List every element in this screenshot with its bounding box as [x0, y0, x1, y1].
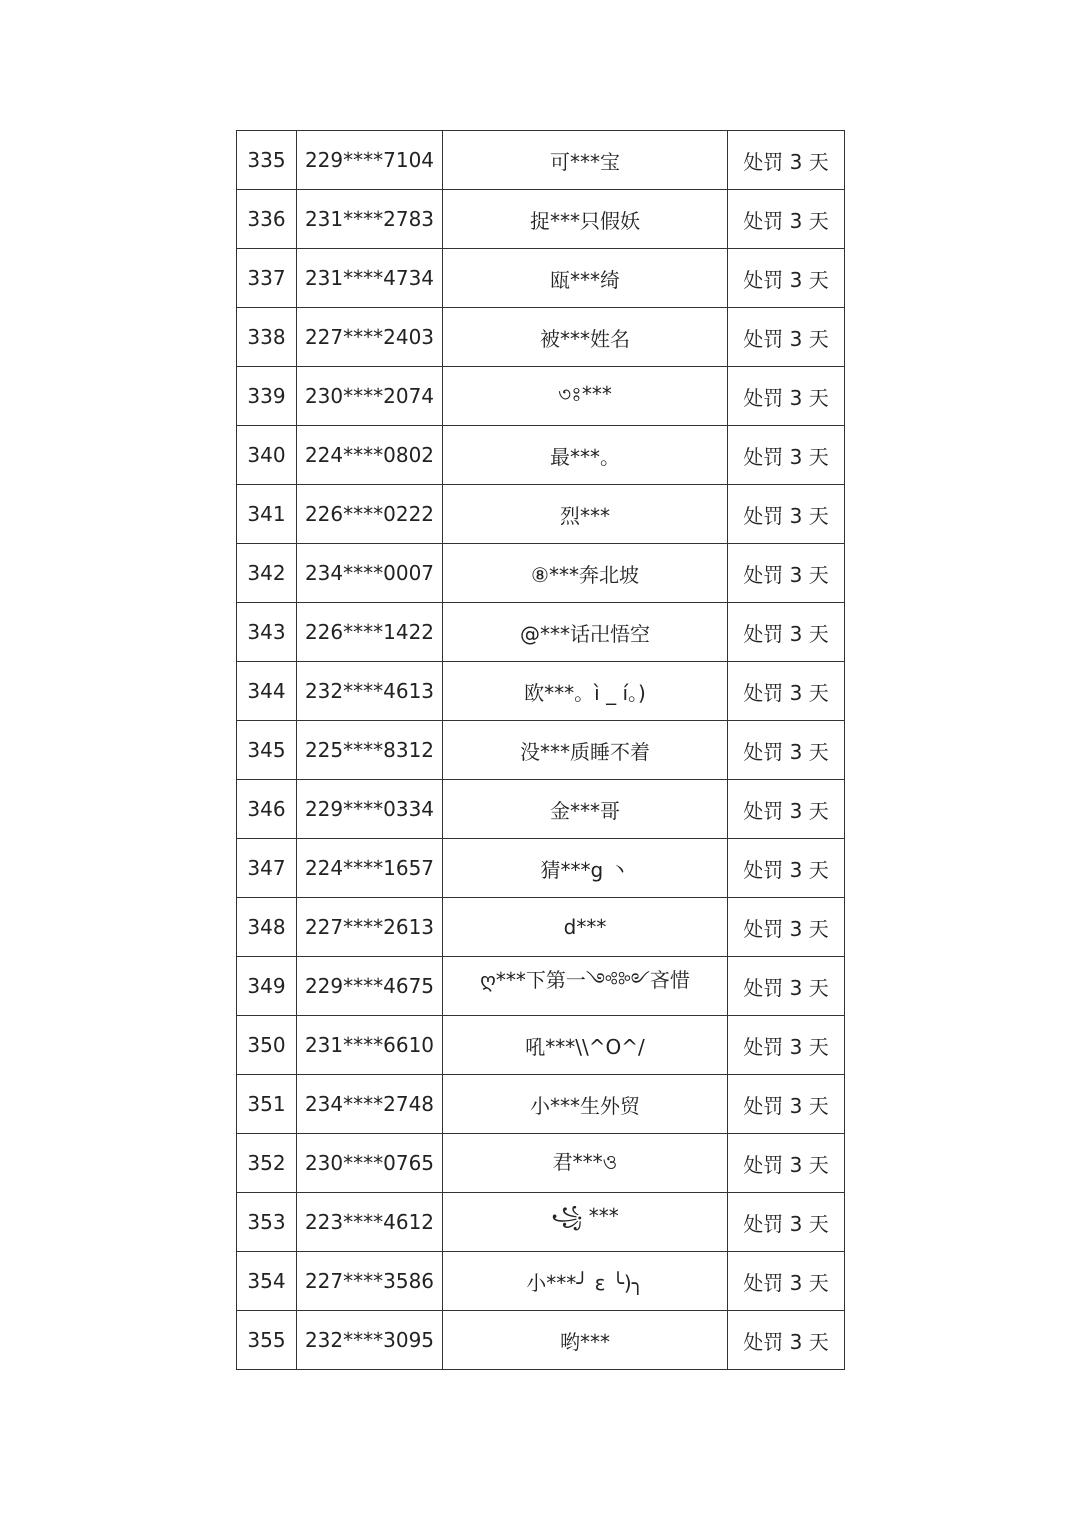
- row-number-cell: 352: [237, 1134, 297, 1193]
- row-number-cell: 339: [237, 367, 297, 426]
- nickname-cell: 被***姓名: [443, 308, 728, 367]
- table-row: [237, 662, 845, 721]
- nickname-cell: ꧁ ***: [443, 1193, 728, 1252]
- row-number-cell: 337: [237, 249, 297, 308]
- row-number-cell: 340: [237, 426, 297, 485]
- user-id-cell: 227****2613: [297, 898, 443, 957]
- user-id-cell: 223****4612: [297, 1193, 443, 1252]
- row-number-cell: 338: [237, 308, 297, 367]
- table-row: [237, 1016, 845, 1075]
- user-id-cell: 226****0222: [297, 485, 443, 544]
- row-number-cell: 347: [237, 839, 297, 898]
- nickname-cell: 猜***g 丶: [443, 839, 728, 898]
- user-id-cell: 232****4613: [297, 662, 443, 721]
- nickname-cell: ৩ঃ***: [443, 367, 728, 426]
- nickname-cell: 可***宝: [443, 131, 728, 190]
- row-number-cell: 343: [237, 603, 297, 662]
- user-id-cell: 227****3586: [297, 1252, 443, 1311]
- user-id-cell: 230****2074: [297, 367, 443, 426]
- penalty-cell: 处罚 3 天: [728, 1311, 845, 1370]
- penalty-cell: 处罚 3 天: [728, 898, 845, 957]
- penalty-cell: 处罚 3 天: [728, 721, 845, 780]
- penalty-cell: 处罚 3 天: [728, 1193, 845, 1252]
- table-row: [237, 249, 845, 308]
- table-row: [237, 780, 845, 839]
- row-number-cell: 350: [237, 1016, 297, 1075]
- user-id-cell: 229****7104: [297, 131, 443, 190]
- table-row: [237, 721, 845, 780]
- table-row: [237, 1075, 845, 1134]
- nickname-cell: d***: [443, 898, 728, 957]
- table-row: [237, 544, 845, 603]
- nickname-cell: 哟***: [443, 1311, 728, 1370]
- user-id-cell: 234****2748: [297, 1075, 443, 1134]
- table-row: [237, 839, 845, 898]
- table-row: [237, 898, 845, 957]
- row-number-cell: 353: [237, 1193, 297, 1252]
- user-id-cell: 231****2783: [297, 190, 443, 249]
- nickname-cell: 瓯***绮: [443, 249, 728, 308]
- user-id-cell: 225****8312: [297, 721, 443, 780]
- table-row: [237, 426, 845, 485]
- nickname-cell: 最***。: [443, 426, 728, 485]
- table-row: [237, 1193, 845, 1252]
- penalty-cell: 处罚 3 天: [728, 662, 845, 721]
- table-row: [237, 1311, 845, 1370]
- row-number-cell: 354: [237, 1252, 297, 1311]
- penalty-cell: 处罚 3 天: [728, 780, 845, 839]
- nickname-cell: 金***哥: [443, 780, 728, 839]
- penalty-cell: 处罚 3 天: [728, 544, 845, 603]
- row-number-cell: 345: [237, 721, 297, 780]
- nickname-cell: 君***ও: [443, 1134, 728, 1193]
- row-number-cell: 348: [237, 898, 297, 957]
- table-row: [237, 131, 845, 190]
- penalty-cell: 处罚 3 天: [728, 485, 845, 544]
- user-id-cell: 224****0802: [297, 426, 443, 485]
- penalty-cell: 处罚 3 天: [728, 308, 845, 367]
- table-row: [237, 367, 845, 426]
- table-row: [237, 1134, 845, 1193]
- nickname-cell: @***话卍悟空: [443, 603, 728, 662]
- user-id-cell: 231****6610: [297, 1016, 443, 1075]
- user-id-cell: 229****0334: [297, 780, 443, 839]
- table-body: [237, 131, 845, 1370]
- nickname-cell: ღ***下第一༺༻吝惜: [443, 957, 728, 1016]
- penalty-cell: 处罚 3 天: [728, 426, 845, 485]
- nickname-cell: 吼***\\^O^/: [443, 1016, 728, 1075]
- user-id-cell: 229****4675: [297, 957, 443, 1016]
- penalty-cell: 处罚 3 天: [728, 190, 845, 249]
- row-number-cell: 355: [237, 1311, 297, 1370]
- penalty-cell: 处罚 3 天: [728, 603, 845, 662]
- penalty-cell: 处罚 3 天: [728, 367, 845, 426]
- row-number-cell: 346: [237, 780, 297, 839]
- user-id-cell: 227****2403: [297, 308, 443, 367]
- penalty-cell: 处罚 3 天: [728, 1134, 845, 1193]
- penalty-table: [236, 130, 845, 1370]
- user-id-cell: 230****0765: [297, 1134, 443, 1193]
- penalty-cell: 处罚 3 天: [728, 1016, 845, 1075]
- penalty-cell: 处罚 3 天: [728, 1075, 845, 1134]
- penalty-cell: 处罚 3 天: [728, 1252, 845, 1311]
- row-number-cell: 341: [237, 485, 297, 544]
- table-row: [237, 1252, 845, 1311]
- row-number-cell: 342: [237, 544, 297, 603]
- row-number-cell: 344: [237, 662, 297, 721]
- user-id-cell: 232****3095: [297, 1311, 443, 1370]
- penalty-cell: 处罚 3 天: [728, 249, 845, 308]
- table-row: [237, 485, 845, 544]
- user-id-cell: 226****1422: [297, 603, 443, 662]
- penalty-cell: 处罚 3 天: [728, 131, 845, 190]
- nickname-cell: 捉***只假妖: [443, 190, 728, 249]
- table-row: [237, 603, 845, 662]
- nickname-cell: 欧***。ì _ í。): [443, 662, 728, 721]
- nickname-cell: 小***╯ ε ╰)╮: [443, 1252, 728, 1311]
- penalty-cell: 处罚 3 天: [728, 957, 845, 1016]
- table-row: [237, 190, 845, 249]
- penalty-cell: 处罚 3 天: [728, 839, 845, 898]
- nickname-cell: 没***质睡不着: [443, 721, 728, 780]
- row-number-cell: 336: [237, 190, 297, 249]
- user-id-cell: 224****1657: [297, 839, 443, 898]
- user-id-cell: 234****0007: [297, 544, 443, 603]
- table-row: [237, 957, 845, 1016]
- nickname-cell: ⑧***奔北坡: [443, 544, 728, 603]
- row-number-cell: 335: [237, 131, 297, 190]
- user-id-cell: 231****4734: [297, 249, 443, 308]
- table-row: [237, 308, 845, 367]
- row-number-cell: 351: [237, 1075, 297, 1134]
- row-number-cell: 349: [237, 957, 297, 1016]
- nickname-cell: 烈***: [443, 485, 728, 544]
- nickname-cell: 小***生外贸: [443, 1075, 728, 1134]
